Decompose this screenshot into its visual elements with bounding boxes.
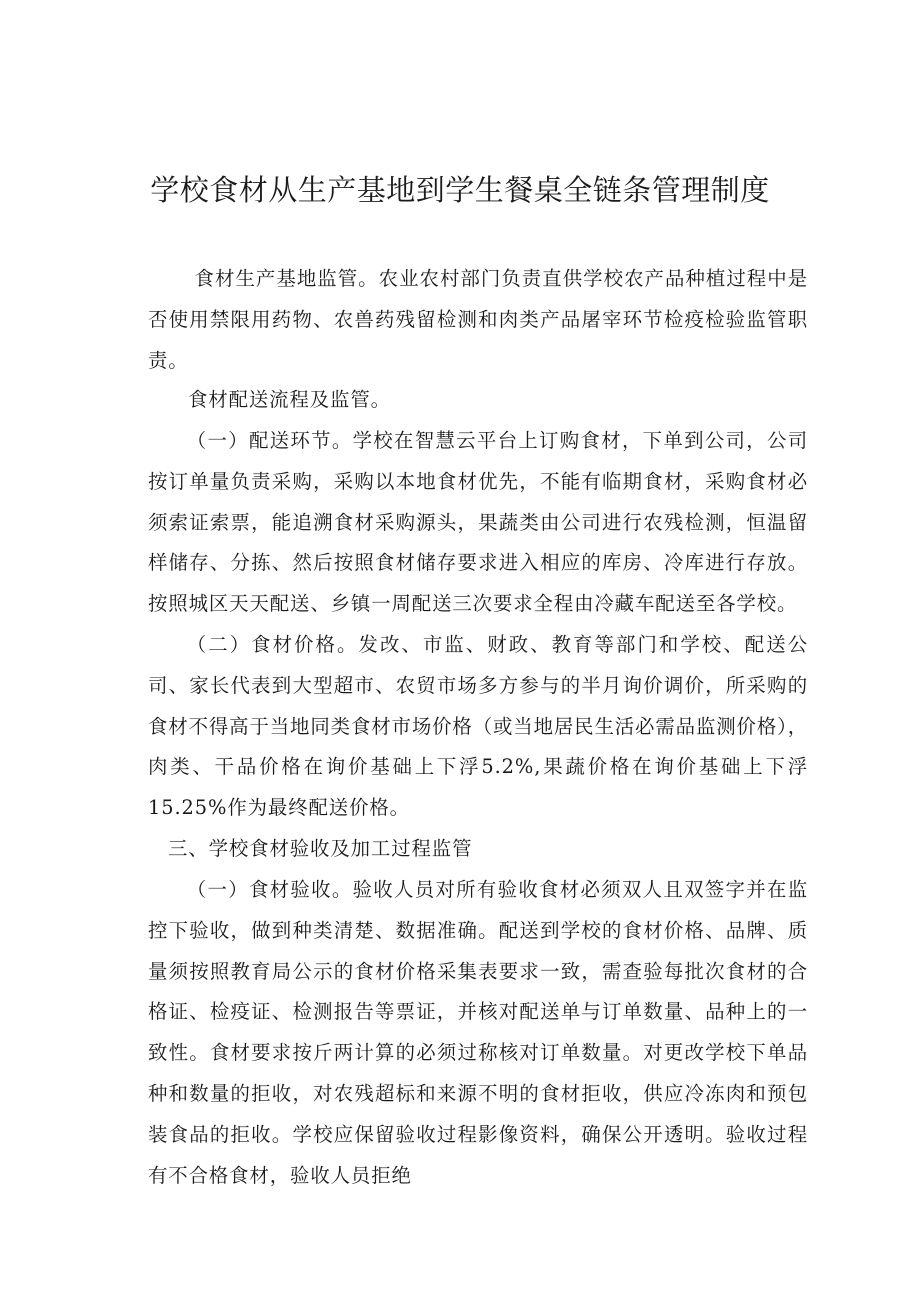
paragraph-delivery-step: （一）配送环节。学校在智慧云平台上订购食材，下单到公司，公司按订单量负责采购，采购以本地食材优先，不能有临期食材，采购食材必须索证索票，能追溯食材采购源头，果蔬类由公司进行农残检测，恒温留样储存、分拣、然后按照食材储存要求进入相应的库房、冷库进行存放。按照城区天天配送、乡镇一周配送三次要求全程由冷藏车配送至各学校。: [148, 429, 808, 616]
heading-school-acceptance: 三、学校食材验收及加工过程监管: [168, 837, 473, 860]
paragraph-food-acceptance: （一）食材验收。验收人员对所有验收食材必须双人且双签字并在监控下验收，做到种类清楚、数据准确。配送到学校的食材价格、品牌、质量须按照教育局公示的食材价格采集表要求一致，需查验每批次食材的合格证、检疫证、检测报告等票证，并核对配送单与订单数量、品种上的一致性。食材要求按斤两计算的必须过称核对订单数量。对更改学校下单品种和数量的拒收，对农残超标和来源不明的食材拒收，供应冷冻肉和预包装食品的拒收。学校应保留验收过程影像资料，确保公开透明。验收过程有不合格食材，验收人员拒绝: [148, 878, 808, 1187]
heading-delivery-process: 食材配送流程及监管。: [188, 388, 391, 411]
paragraph-base-supervision: 食材生产基地监管。农业农村部门负责直供学校农产品种植过程中是否使用禁限用药物、农兽药残留检测和肉类产品屠宰环节检疫检验监管职责。: [148, 267, 808, 372]
document-title: 学校食材从生产基地到学生餐桌全链条管理制度: [150, 173, 770, 207]
paragraph-food-price: （二）食材价格。发改、市监、财政、教育等部门和学校、配送公司、家长代表到大型超市、农贸市场多方参与的半月询价调价，所采购的食材不得高于当地同类食材市场价格（或当地居民生活必需品监测价格），肉类、干品价格在询价基础上下浮5.2%,果蔬价格在询价基础上下浮15.25%作为最终配送价格。: [148, 633, 808, 820]
